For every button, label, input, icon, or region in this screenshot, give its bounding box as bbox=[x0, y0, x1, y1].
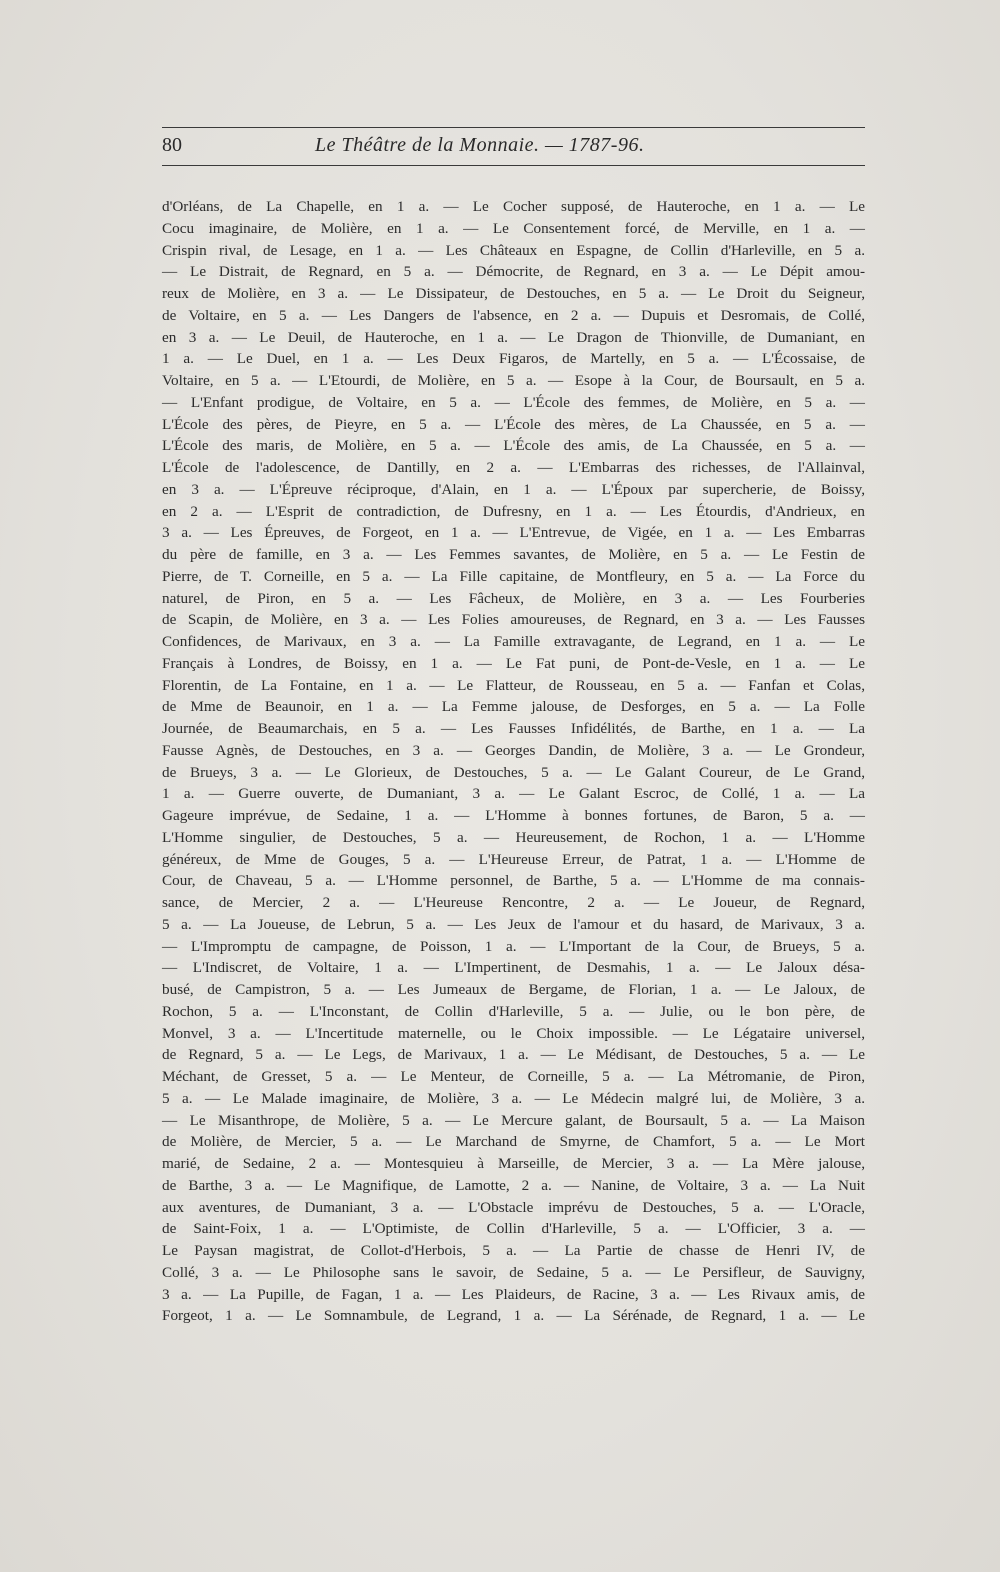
text-line: L'École des maris, de Molière, en 5 a. — L'École des amis, de La Chaussée, en 5 a. — bbox=[162, 437, 865, 455]
text-line: 5 a. — La Joueuse, de Lebrun, 5 a. — Les Jeux de l'amour et du hasard, de Marivaux, 3 a. bbox=[162, 915, 865, 933]
text-line: 3 a. — La Pupille, de Fagan, 1 a. — Les Plaideurs, de Racine, 3 a. — Les Rivaux amis, de bbox=[162, 1285, 865, 1303]
text-line: marié, de Sedaine, 2 a. — Montesquieu à Marseille, de Mercier, 3 a. — La Mère jalouse, bbox=[162, 1155, 865, 1172]
text-line: — Le Distrait, de Regnard, en 5 a. — Démocrite, de Regnard, en 3 a. — Le Dépit amou- bbox=[162, 263, 865, 281]
text-line: reux de Molière, en 3 a. — Le Dissipateur, de Destouches, en 5 a. — Le Droit du Seigneur, bbox=[162, 285, 865, 302]
text-line: Français à Londres, de Boissy, en 1 a. — Le Fat puni, de Pont-de-Vesle, en 1 a. — Le bbox=[162, 654, 865, 672]
text-line: Journée, de Beaumarchais, en 5 a. — Les Fausses Infidélités, de Barthe, en 1 a. — La bbox=[162, 720, 865, 737]
text-line: — Le Misanthrope, de Molière, 5 a. — Le Mercure galant, de Boursault, 5 a. — La Maison bbox=[162, 1111, 865, 1129]
text-line: Gageure imprévue, de Sedaine, 1 a. — L'Homme à bonnes fortunes, de Baron, 5 a. — bbox=[162, 807, 865, 824]
text-line: de Brueys, 3 a. — Le Glorieux, de Destouches, 5 a. — Le Galant Coureur, de Le Grand, bbox=[162, 763, 865, 781]
text-line: Cocu imaginaire, de Molière, en 1 a. — Le Consentement forcé, de Merville, en 1 a. — bbox=[162, 219, 865, 237]
text-line: en 3 a. — Le Deuil, de Hauteroche, en 1 a. — Le Dragon de Thionville, de Dumaniant, en bbox=[162, 328, 865, 346]
text-line: L'École des pères, de Pieyre, en 5 a. — L'École des mères, de La Chaussée, en 5 a. — bbox=[162, 415, 865, 433]
text-line: d'Orléans, de La Chapelle, en 1 a. — Le Cocher supposé, de Hauteroche, en 1 a. — Le bbox=[162, 198, 865, 215]
text-line: de Barthe, 3 a. — Le Magnifique, de Lamotte, 2 a. — Nanine, de Voltaire, 3 a. — La Nuit bbox=[162, 1176, 865, 1194]
text-line: de Regnard, 5 a. — Le Legs, de Marivaux, 1 a. — Le Médisant, de Destouches, 5 a. — Le bbox=[162, 1046, 865, 1064]
text-line: Monvel, 3 a. — L'Incertitude maternelle, ou le Choix impossible. — Le Légataire universel, bbox=[162, 1024, 865, 1042]
text-line: Florentin, de La Fontaine, en 1 a. — Le Flatteur, de Rousseau, en 5 a. — Fanfan et Colas, bbox=[162, 676, 865, 694]
text-line: en 2 a. — L'Esprit de contradiction, de Dufresny, en 1 a. — Les Étourdis, d'Andrieux, en bbox=[162, 502, 865, 520]
header-bottom-rule bbox=[162, 165, 865, 166]
text-line: naturel, de Piron, en 5 a. — Les Fâcheux, de Molière, en 3 a. — Les Fourberies bbox=[162, 589, 865, 607]
text-line: de Saint-Foix, 1 a. — L'Optimiste, de Collin d'Harleville, 5 a. — L'Officier, 3 a. — bbox=[162, 1220, 865, 1238]
text-line: 1 a. — Le Duel, en 1 a. — Les Deux Figaros, de Martelly, en 5 a. — L'Écossaise, de bbox=[162, 350, 865, 368]
text-line: 3 a. — Les Épreuves, de Forgeot, en 1 a. — L'Entrevue, de Vigée, en 1 a. — Les Embarras bbox=[162, 524, 865, 542]
text-line: Voltaire, en 5 a. — L'Etourdi, de Molière, en 5 a. — Esope à la Cour, de Boursault, en 5 a. bbox=[162, 372, 865, 389]
text-line: de Voltaire, en 5 a. — Les Dangers de l'absence, en 2 a. — Dupuis et Desromais, de Collé, bbox=[162, 306, 865, 324]
text-line: 5 a. — Le Malade imaginaire, de Molière, 3 a. — Le Médecin malgré lui, de Molière, 3 a. bbox=[162, 1089, 865, 1107]
running-header bbox=[162, 132, 865, 162]
text-line: Collé, 3 a. — Le Philosophe sans le savoir, de Sedaine, 5 a. — Le Persifleur, de Sauvigny, bbox=[162, 1263, 865, 1281]
text-line: Rochon, 5 a. — L'Inconstant, de Collin d'Harleville, 5 a. — Julie, ou le bon père, de bbox=[162, 1002, 865, 1020]
text-line: — L'Impromptu de campagne, de Poisson, 1 a. — L'Important de la Cour, de Brueys, 5 a. bbox=[162, 937, 865, 955]
text-line: sance, de Mercier, 2 a. — L'Heureuse Rencontre, 2 a. — Le Joueur, de Regnard, bbox=[162, 894, 865, 911]
header-top-rule bbox=[162, 127, 865, 128]
text-line: Le Paysan magistrat, de Collot-d'Herbois, 5 a. — La Partie de chasse de Henri IV, de bbox=[162, 1242, 865, 1259]
text-line: de Molière, de Mercier, 5 a. — Le Marchand de Smyrne, de Chamfort, 5 a. — Le Mort bbox=[162, 1133, 865, 1151]
text-line: de Scapin, de Molière, en 3 a. — Les Folies amoureuses, de Regnard, en 3 a. — Les Fausses bbox=[162, 611, 865, 629]
text-line: Cour, de Chaveau, 5 a. — L'Homme personnel, de Barthe, 5 a. — L'Homme de ma connais- bbox=[162, 872, 865, 890]
text-line: Forgeot, 1 a. — Le Somnambule, de Legrand, 1 a. — La Sérénade, de Regnard, 1 a. — Le bbox=[162, 1307, 865, 1325]
text-line: aux aventures, de Dumaniant, 3 a. — L'Obstacle imprévu de Destouches, 5 a. — L'Oracle, bbox=[162, 1198, 865, 1216]
text-line: Confidences, de Marivaux, en 3 a. — La Famille extravagante, de Legrand, en 1 a. — Le bbox=[162, 633, 865, 650]
text-line: Fausse Agnès, de Destouches, en 3 a. — Georges Dandin, de Molière, 3 a. — Le Grondeur, bbox=[162, 741, 865, 759]
text-line: en 3 a. — L'Épreuve réciproque, d'Alain, en 1 a. — L'Époux par supercherie, de Boissy, bbox=[162, 480, 865, 498]
text-line: L'Homme singulier, de Destouches, 5 a. — Heureusement, de Rochon, 1 a. — L'Homme bbox=[162, 828, 865, 846]
text-line: Méchant, de Gresset, 5 a. — Le Menteur, de Corneille, 5 a. — La Métromanie, de Piron, bbox=[162, 1068, 865, 1085]
running-title: Le Théâtre de la Monnaie. — 1787-96. bbox=[315, 134, 645, 156]
text-line: du père de famille, en 3 a. — Les Femmes savantes, de Molière, en 5 a. — Le Festin de bbox=[162, 546, 865, 563]
text-line: — L'Enfant prodigue, de Voltaire, en 5 a. — L'École des femmes, de Molière, en 5 a. — bbox=[162, 393, 865, 411]
text-line: — L'Indiscret, de Voltaire, 1 a. — L'Impertinent, de Desmahis, 1 a. — Le Jaloux désa- bbox=[162, 959, 865, 977]
text-line: Crispin rival, de Lesage, en 1 a. — Les Châteaux en Espagne, de Collin d'Harleville, en 5 a. bbox=[162, 241, 865, 259]
body-paragraph bbox=[162, 196, 865, 1327]
page-number: 80 bbox=[162, 134, 182, 156]
text-line: 1 a. — Guerre ouverte, de Dumaniant, 3 a. — Le Galant Escroc, de Collé, 1 a. — La bbox=[162, 785, 865, 803]
text-line: de Mme de Beaunoir, en 1 a. — La Femme jalouse, de Desforges, en 5 a. — La Folle bbox=[162, 698, 865, 716]
text-line: généreux, de Mme de Gouges, 5 a. — L'Heureuse Erreur, de Patrat, 1 a. — L'Homme de bbox=[162, 850, 865, 868]
text-line: L'École de l'adolescence, de Dantilly, en 2 a. — L'Embarras des richesses, de l'Allainval, bbox=[162, 459, 865, 476]
text-line: Pierre, de T. Corneille, en 5 a. — La Fille capitaine, de Montfleury, en 5 a. — La Force du bbox=[162, 567, 865, 585]
text-line: busé, de Campistron, 5 a. — Les Jumeaux de Bergame, de Florian, 1 a. — Le Jaloux, de bbox=[162, 981, 865, 998]
